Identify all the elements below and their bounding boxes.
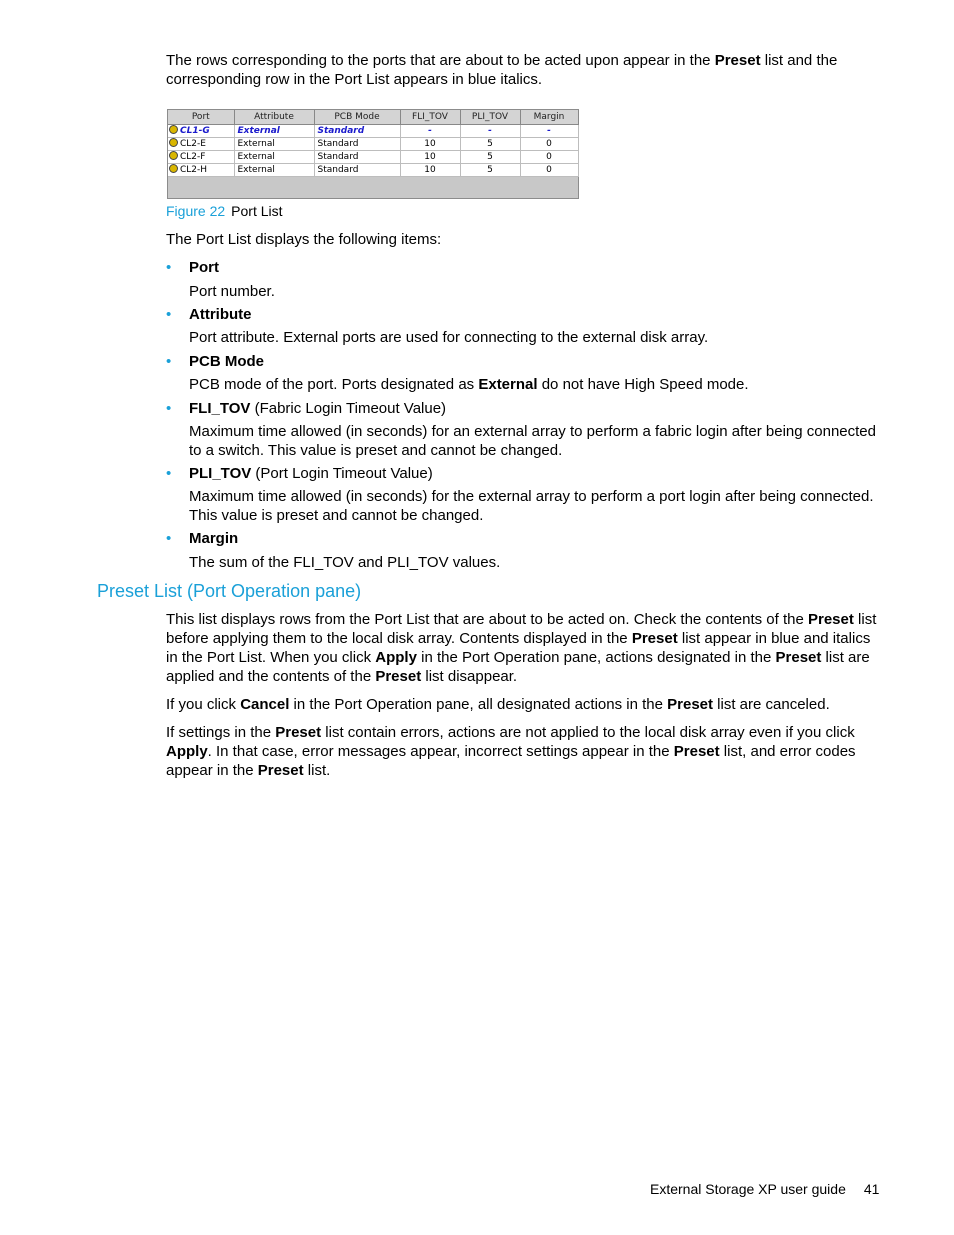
bold-term: Preset — [714, 52, 761, 69]
bold-term: Preset — [375, 668, 422, 685]
page-number: 41 — [863, 1181, 880, 1197]
term-extra: (Port Login Timeout Value) — [251, 465, 433, 482]
text: list contain errors, actions are not applied to the local disk array even if you click — [321, 724, 855, 741]
bold-term: Preset — [775, 649, 822, 666]
text: . In that case, error messages appear, incorrect settings appear in the — [207, 743, 674, 760]
fli-tov-cell: - — [400, 125, 460, 138]
cell-text: CL2-F — [180, 152, 206, 162]
text: This list displays rows from the Port List that are about to be acted on. Check the contents of the — [166, 611, 808, 628]
bold-term: Preset — [667, 696, 714, 713]
item-term — [189, 305, 252, 324]
margin-cell: 0 — [520, 151, 578, 164]
column-header-margin[interactable]: Margin — [520, 110, 578, 125]
section-heading: Preset List (Port Operation pane) — [97, 581, 362, 601]
pli-tov-cell: - — [460, 125, 520, 138]
text: list. — [303, 762, 331, 779]
fli-tov-cell: 10 — [400, 151, 460, 164]
bold-term: Cancel — [240, 696, 290, 713]
column-header-fli-tov[interactable]: FLI_TOV — [400, 110, 460, 125]
cell-text: CL2-H — [180, 165, 208, 175]
pli-tov-cell: 5 — [460, 138, 520, 151]
port-cell — [168, 151, 234, 164]
term-label: Port — [189, 259, 219, 276]
table-row[interactable] — [168, 138, 578, 151]
port-icon — [169, 164, 178, 173]
text: If you click — [166, 696, 241, 713]
table-row[interactable] — [168, 164, 578, 177]
pli-tov-cell: 5 — [460, 164, 520, 177]
bold-term: External — [478, 376, 538, 393]
port-cell — [168, 164, 234, 177]
table-row-preset[interactable] — [168, 125, 578, 138]
text: The rows corresponding to the ports that are about to be acted upon appear in the — [166, 52, 715, 69]
attribute-cell: External — [234, 125, 314, 138]
bold-term: Preset — [631, 630, 678, 647]
bold-term: Preset — [257, 762, 304, 779]
attribute-cell: External — [234, 151, 314, 164]
margin-cell: 0 — [520, 138, 578, 151]
item-term — [189, 352, 264, 371]
text: If settings in the — [166, 724, 276, 741]
text: do not have High Speed mode. — [537, 376, 749, 393]
text: list appear in blue and italics in the Port List. When you click — [166, 630, 871, 666]
item-description: Maximum time allowed (in seconds) for the external array to perform a port login after being connected. This value is preset and cannot be changed. — [189, 488, 874, 524]
item-description: Port number. — [189, 283, 275, 300]
footer-title: External Storage XP user guide — [650, 1181, 846, 1197]
term-label: Margin — [189, 530, 239, 547]
figure-caption — [166, 202, 283, 221]
intro-paragraph — [166, 51, 878, 89]
pcb-mode-cell: Standard — [314, 138, 400, 151]
body-paragraph — [166, 610, 878, 686]
bullet-icon: • — [166, 306, 172, 323]
bold-term: Apply — [375, 649, 417, 666]
term-label: FLI_TOV — [189, 400, 251, 417]
term-label: PCB Mode — [189, 353, 264, 370]
page-footer — [650, 1180, 879, 1199]
item-description: The sum of the FLI_TOV and PLI_TOV values. — [189, 554, 501, 571]
pcb-mode-cell: Standard — [314, 125, 400, 138]
term-label: Attribute — [189, 306, 252, 323]
text: PCB mode of the port. Ports designated as — [189, 376, 479, 393]
bullet-icon: • — [166, 530, 172, 547]
bullet-icon: • — [166, 353, 172, 370]
attribute-cell: External — [234, 138, 314, 151]
column-header-pcb-mode[interactable]: PCB Mode — [314, 110, 400, 125]
item-description: Port attribute. External ports are used for connecting to the external disk array. — [189, 329, 709, 346]
port-list-table — [167, 109, 579, 199]
bold-term: Preset — [275, 724, 322, 741]
pcb-mode-cell: Standard — [314, 151, 400, 164]
text: in the Port Operation pane, actions designated in the — [416, 649, 776, 666]
pli-tov-cell: 5 — [460, 151, 520, 164]
bullet-icon: • — [166, 259, 172, 276]
text: list and the corresponding row in the Port List appears in blue italics. — [166, 52, 838, 88]
port-icon — [169, 151, 178, 160]
bullet-icon: • — [166, 465, 172, 482]
bullet-icon: • — [166, 400, 172, 417]
item-description — [189, 375, 879, 394]
text: list are canceled. — [713, 696, 830, 713]
cell-text: CL1-G — [180, 126, 210, 136]
table-row[interactable] — [168, 151, 578, 164]
text: list before applying them to the local disk array. Contents displayed in the — [166, 611, 877, 647]
bold-term: Preset — [673, 743, 720, 760]
item-term — [189, 399, 446, 418]
attribute-cell: External — [234, 164, 314, 177]
port-cell — [168, 125, 234, 138]
figure-title: Port List — [231, 203, 283, 219]
term-label: PLI_TOV — [189, 465, 252, 482]
port-cell — [168, 138, 234, 151]
bold-term: Preset — [808, 611, 854, 628]
text: list are applied and the contents of the — [166, 649, 870, 685]
margin-cell: 0 — [520, 164, 578, 177]
text: list, and error codes appear in the — [166, 743, 856, 779]
column-header-port[interactable]: Port — [168, 110, 234, 125]
port-icon — [169, 125, 178, 134]
fli-tov-cell: 10 — [400, 138, 460, 151]
item-term — [189, 258, 219, 277]
item-description: Maximum time allowed (in seconds) for an external array to perform a fabric login after being connected to a switch. This value is preset and cannot be changed. — [189, 423, 876, 459]
figure-number[interactable]: Figure 22 — [166, 203, 226, 219]
fli-tov-cell: 10 — [400, 164, 460, 177]
text: in the Port Operation pane, all designated actions in the — [289, 696, 668, 713]
column-header-attribute[interactable]: Attribute — [234, 110, 314, 125]
item-term — [189, 529, 238, 548]
pcb-mode-cell: Standard — [314, 164, 400, 177]
term-extra: (Fabric Login Timeout Value) — [250, 400, 447, 417]
body-paragraph — [166, 695, 878, 714]
item-term — [189, 464, 433, 483]
margin-cell: - — [520, 125, 578, 138]
lead-paragraph: The Port List displays the following items: — [166, 231, 442, 248]
port-icon — [169, 138, 178, 147]
cell-text: CL2-E — [180, 139, 206, 149]
body-paragraph — [166, 723, 878, 780]
column-header-pli-tov[interactable]: PLI_TOV — [460, 110, 520, 125]
bold-term: Apply — [166, 743, 208, 760]
text: list disappear. — [421, 668, 518, 685]
